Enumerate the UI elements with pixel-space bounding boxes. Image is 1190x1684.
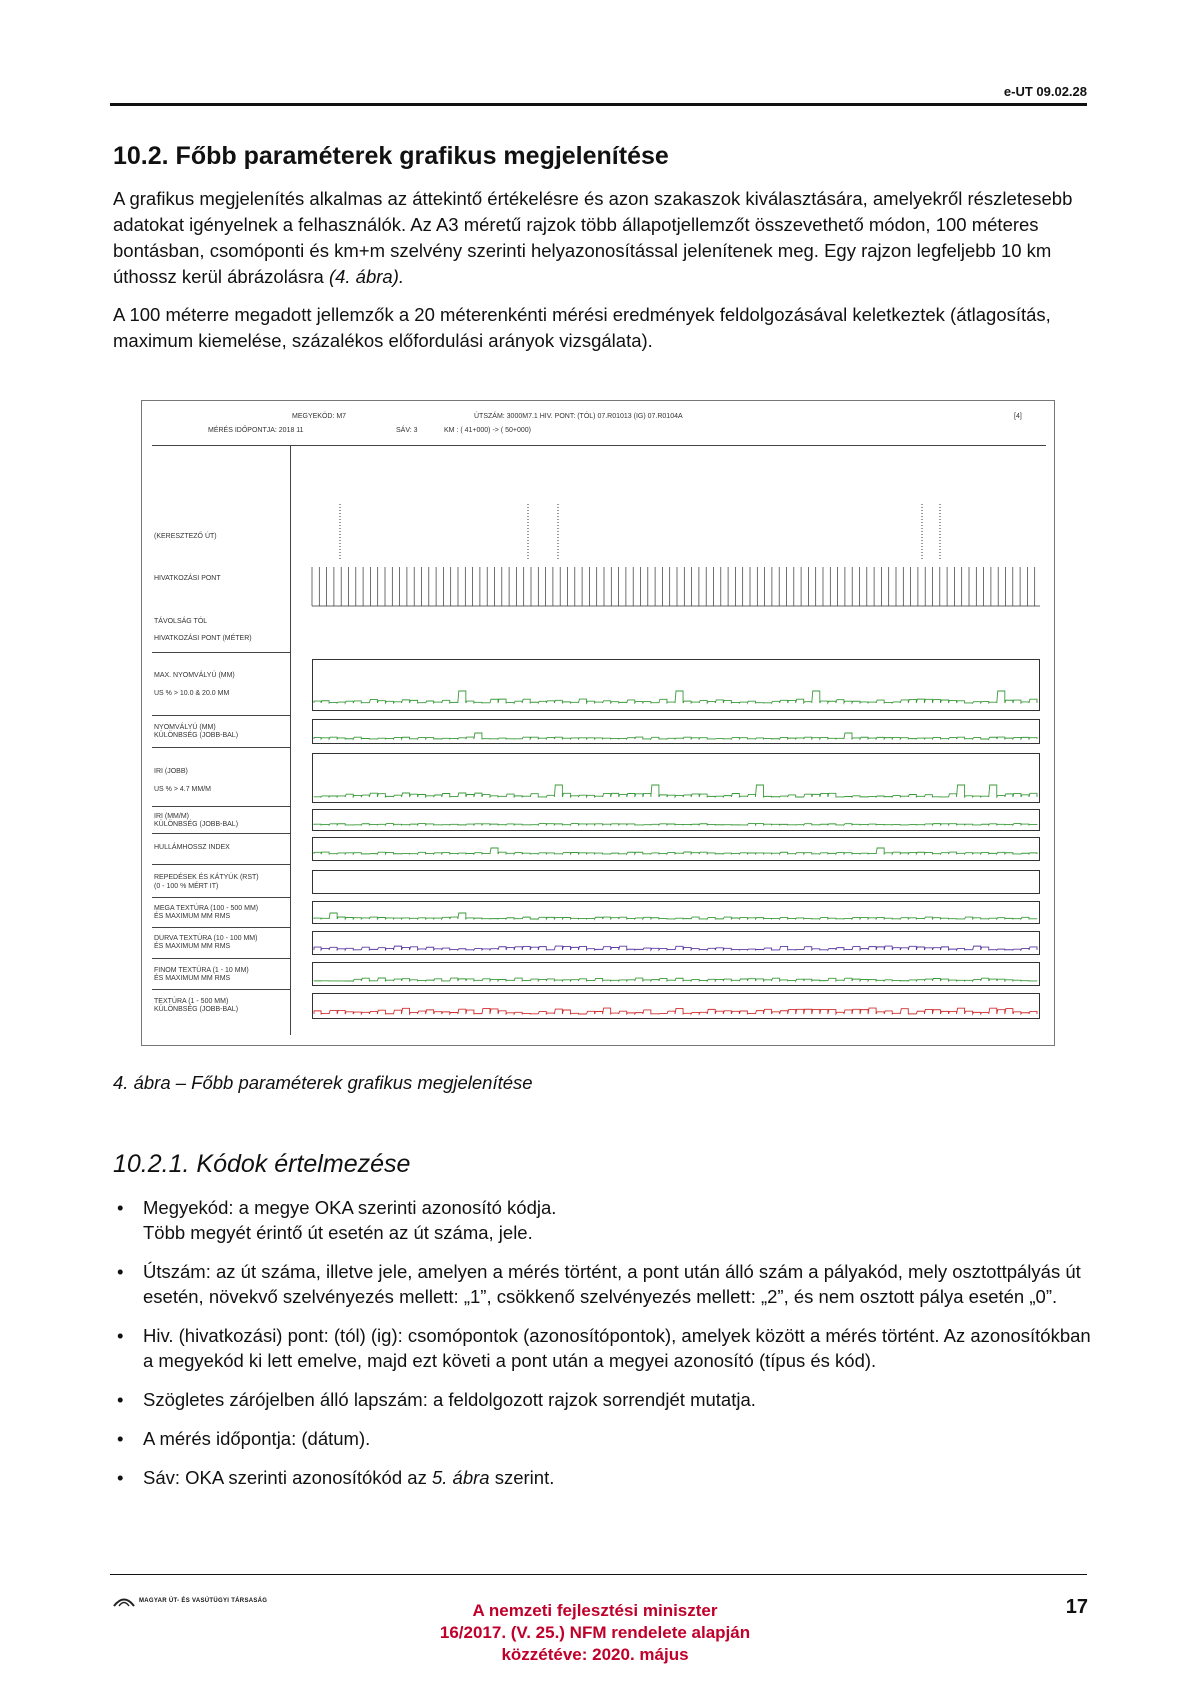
label-nyomvalyu-1: MAX. NYOMVÁLYÚ (MM) [154, 672, 235, 679]
label-keresztezo: (KERESZTEZŐ ÚT) [154, 533, 217, 540]
bullet-icon: • [117, 1197, 124, 1218]
bullet-icon: • [117, 1389, 124, 1410]
trace-mega-textura [314, 913, 1037, 919]
label-iri-kul-2: KÜLÖNBSÉG (JOBB-BAL) [154, 821, 239, 828]
paragraph-1-text: A grafikus megjelenítés alkalmas az áttekintő értékelésre és azon szakaszok kiválasztására, amelyekről részletesebb adatokat igényelnek a felhasználók. Az A3 méretű rajzok több állapotjellemzőt összevethető módon, 100 méteres bontásban, csomóponti és km+m szelvény szerinti helyazonosítással jelenítenek meg. Egy rajzon legfeljebb 10 km úthossz kerül ábrázolásra [113, 188, 1073, 287]
label-hivatkozasi: HIVATKOZÁSI PONT [154, 575, 221, 582]
list-item-text: Több megyét érintő út esetén az út száma, jele. [143, 1222, 533, 1243]
caption-text: ábra – Főbb paraméterek grafikus megjelenítése [128, 1072, 533, 1093]
trace-finom-textura [314, 978, 1037, 981]
document-code: e-UT 09.02.28 [1003, 84, 1087, 99]
fig-km: KM : ( 41+000) -> ( 50+000) [444, 427, 531, 434]
list-item [113, 1259, 1093, 1309]
label-tavolsag-2: HIVATKOZÁSI PONT (MÉTER) [154, 635, 252, 642]
label-tavolsag-1: TÁVOLSÁG TÓL [154, 618, 208, 625]
bullet-icon: • [117, 1261, 124, 1282]
figure-chart [141, 400, 1055, 1046]
label-mega-1: MEGA TEXTÚRA (100 - 500 MM) [154, 905, 259, 912]
code-definitions-list [113, 1195, 1093, 1504]
list-item-text: A mérés időpontja: (dátum). [143, 1428, 371, 1449]
label-durva-1: DURVA TEXTÚRA (10 - 100 MM) [154, 935, 258, 942]
label-finom-1: FINOM TEXTÚRA (1 - 10 MM) [154, 967, 249, 974]
paragraph-1 [113, 186, 1085, 290]
trace-nyomvalyu-kulonbseg [314, 733, 1037, 739]
publication-note-line: A nemzeti fejlesztési miniszter [472, 1601, 718, 1620]
trace-iri-kulonbseg [314, 824, 1037, 825]
label-durva-2: ÉS MAXIMUM MM RMS [154, 943, 231, 950]
section-title: 10.2. Főbb paraméterek grafikus megjelenítése [113, 142, 669, 170]
list-item-text: Hiv. (hivatkozási) pont: (tól) (ig): csomópontok (azonosítópontok), amelyek között a mérés történt. Az azonosítókban a megyekód ki lett emelve, majd ezt követi a pont után a megyei azonosító (típus és kód). [143, 1325, 1091, 1371]
publisher-logo [113, 1595, 267, 1607]
fig-megyekod: MEGYEKÓD: M7 [292, 413, 347, 420]
list-item [113, 1426, 1093, 1451]
list-item-term: Megyekód: [143, 1197, 234, 1218]
label-textura-2: KÜLÖNBSÉG (JOBB-BAL) [154, 1006, 239, 1013]
bullet-icon: • [117, 1325, 124, 1346]
fig-page: [4] [1014, 413, 1022, 420]
trace-hullamhossz [314, 848, 1037, 854]
list-item-text: Útszám: az út száma, illetve jele, amelyen a mérés történt, a pont után álló szám a pályakód, mely osztottpályás út esetén, növekvő szelvényezés mellett: „1”, csökkenő szelvényezés mellett: „2”, és nem osztott pálya esetén „0”. [143, 1261, 1081, 1307]
road-logo-icon [113, 1595, 135, 1607]
header-rule [110, 103, 1087, 106]
figure-reference[interactable]: (4. ábra). [328, 266, 405, 287]
trace-textura-kulonbseg [314, 1008, 1037, 1014]
label-iri-kul-1: IRI (MM/M) [154, 813, 189, 820]
label-repedes-2: (0 - 100 % MÉRT IT) [154, 883, 219, 890]
label-repedes-1: REPEDÉSEK ÉS KÁTYÚK (RST) [154, 874, 259, 881]
trace-max-nyomvalyu [314, 691, 1037, 703]
fig-sav: SÁV: 3 [396, 427, 418, 434]
label-hullam: HULLÁMHOSSZ INDEX [154, 844, 230, 851]
label-finom-2: ÉS MAXIMUM MM RMS [154, 975, 231, 982]
list-item-text: a megye OKA szerinti azonosító kódja. [233, 1197, 557, 1218]
caption-number: 4. [113, 1072, 129, 1093]
trace-iri [314, 785, 1037, 797]
label-mega-2: ÉS MAXIMUM MM RMS [154, 913, 231, 920]
bullet-icon: • [117, 1428, 124, 1449]
label-nyomvalyu-kul-2: KÜLÖNBSÉG (JOBB-BAL) [154, 732, 239, 739]
list-item-text: szerint. [489, 1467, 555, 1488]
label-iri-2: US % > 4.7 MM/M [154, 786, 211, 793]
label-nyomvalyu-kul-1: NYOMVÁLYÚ (MM) [154, 724, 216, 731]
list-item [113, 1323, 1093, 1373]
subsection-title: 10.2.1. Kódok értelmezése [113, 1150, 411, 1178]
label-nyomvalyu-2: US % > 10.0 & 20.0 MM [154, 690, 230, 697]
list-item [113, 1195, 1093, 1245]
publication-note-line: 16/2017. (V. 25.) NFM rendelete alapján [439, 1623, 751, 1642]
list-item [113, 1465, 1093, 1490]
fig-date: MÉRÉS IDŐPONTJA: 2018 11 [208, 427, 304, 434]
figure-caption [113, 1072, 533, 1094]
label-iri-1: IRI (JOBB) [154, 768, 188, 775]
page-number: 17 [1065, 1596, 1088, 1618]
figure-traces [142, 401, 1056, 1047]
footer-rule [110, 1574, 1087, 1575]
label-textura-1: TEXTÚRA (1 - 500 MM) [154, 998, 229, 1005]
list-item-text: Szögletes zárójelben álló lapszám: a feldolgozott rajzok sorrendjét mutatja. [143, 1389, 756, 1410]
publication-note [400, 1600, 790, 1666]
paragraph-2: A 100 méterre megadott jellemzők a 20 méterenkénti mérési eredmények feldolgozásával keletkeztek (átlagosítás, maximum kiemelése, százalékos előfordulási arányok vizsgálata). [113, 304, 1051, 351]
figure-reference[interactable]: 5. ábra [431, 1467, 490, 1488]
list-item [113, 1387, 1093, 1412]
fig-utszam: ÚTSZÁM: 3000M7.1 HIV. PONT: (TÓL) 07.R01013 (IG) 07.R0104A [474, 413, 683, 420]
bullet-icon: • [117, 1467, 124, 1488]
publication-note-line: közzétéve: 2020. május [501, 1645, 689, 1664]
logo-text: MAGYAR ÚT- ÉS VASÚTÜGYI TÁRSASÁG [139, 1598, 268, 1604]
list-item-text: Sáv: OKA szerinti azonosítókód az [143, 1467, 432, 1488]
trace-durva-textura [314, 946, 1037, 950]
